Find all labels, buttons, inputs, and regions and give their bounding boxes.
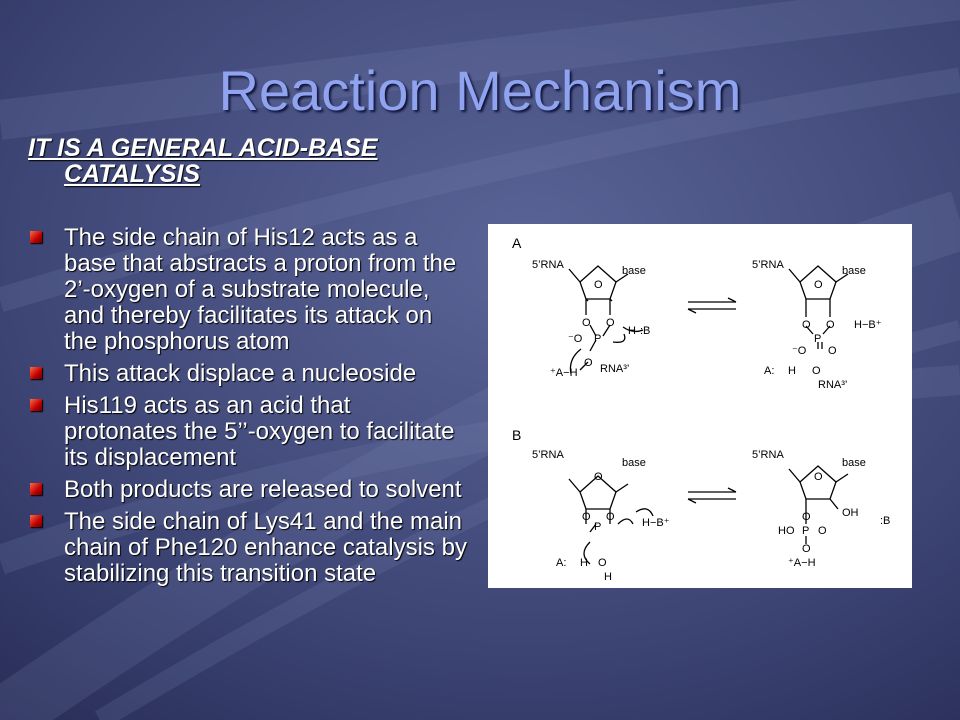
- o3-label: O: [582, 317, 591, 329]
- oxygen-label: O: [828, 345, 837, 357]
- minus-o-label: ⁻O: [568, 333, 583, 345]
- ring-oxygen-label: O: [594, 279, 603, 291]
- bullet-item: [28, 361, 468, 387]
- slide-title: Reaction Mechanism: [218, 59, 742, 122]
- o5-label: O: [584, 357, 593, 369]
- ring-oxygen-label: O: [814, 471, 823, 483]
- bullet-square-icon: [30, 231, 42, 243]
- phosphorus-label: P: [802, 525, 810, 537]
- o3-label: O: [802, 511, 811, 523]
- bullet-square-icon: [30, 515, 42, 527]
- phosphorus-label: P: [814, 333, 822, 345]
- base-label: base: [842, 457, 866, 469]
- water-hydrogen-label: H: [604, 571, 612, 583]
- hydrogen-label: H: [788, 365, 796, 377]
- bullet-text: Both products are released to solvent: [64, 476, 462, 503]
- protonated-base-label: H−B⁺: [854, 319, 882, 331]
- o5-label: O: [812, 365, 821, 377]
- bullet-square-icon: [30, 483, 42, 495]
- rna3-label: RNA³’: [818, 379, 848, 391]
- slide-subtitle: [28, 135, 428, 187]
- ring-oxygen-label: O: [594, 471, 603, 483]
- rna5-label: 5’RNA: [752, 259, 784, 271]
- base-label: base: [622, 265, 646, 277]
- acid-a-label: A:: [556, 557, 567, 569]
- base-b-label: :B: [880, 515, 891, 527]
- hydrogen-label: H: [628, 325, 636, 337]
- base-label: base: [842, 265, 866, 277]
- phosphoryl-oxygen-label: O: [818, 525, 827, 537]
- ring-oxygen-label: O: [814, 279, 823, 291]
- panel-b-label: B: [512, 427, 522, 443]
- o2-label: O: [826, 319, 835, 331]
- bullet-text: His119 acts as an acid that protonates the 5’’-oxygen to facilitate its displacement: [64, 392, 455, 471]
- hydroxy-p-label: HO: [778, 525, 795, 537]
- phosphorus-label: P: [594, 333, 602, 345]
- o2-label: O: [606, 317, 615, 329]
- base-label: base: [622, 457, 646, 469]
- bullet-item: [28, 477, 468, 503]
- bullet-item: [28, 393, 468, 471]
- acid-a-label: A:: [764, 365, 775, 377]
- minus-o-label: ⁻O: [792, 345, 807, 357]
- hydroxyl-label: OH: [842, 507, 859, 519]
- rna5-label: 5’RNA: [532, 449, 564, 461]
- oxygen-label: O: [802, 543, 811, 555]
- o3-label: O: [582, 511, 591, 523]
- o2-label: O: [606, 511, 615, 523]
- protonated-base-label: H−B⁺: [642, 517, 670, 529]
- rna5-label: 5’RNA: [752, 449, 784, 461]
- bullet-square-icon: [30, 367, 42, 379]
- phosphorus-label: P: [594, 521, 602, 533]
- subtitle-line-1: IT IS A GENERAL ACID-BASE: [28, 134, 378, 162]
- o3-label: O: [802, 319, 811, 331]
- water-label: H: [580, 557, 588, 569]
- subtitle-line-2: CATALYSIS: [64, 160, 201, 188]
- acid-ah-label: ⁺A−H: [550, 367, 578, 379]
- panel-a-label: A: [512, 235, 522, 251]
- bullet-text: The side chain of Lys41 and the main chain of Phe120 enhance catalysis by stabilizing this transition state: [64, 508, 467, 587]
- bullet-item: [28, 509, 468, 587]
- water-oxygen-label: O: [598, 557, 607, 569]
- acid-ah-label: ⁺A−H: [788, 557, 816, 569]
- base-b-label: :B: [640, 325, 651, 337]
- bullet-square-icon: [30, 399, 42, 411]
- bullet-text: The side chain of His12 acts as a base that abstracts a proton from the 2’-oxygen of a substrate molecule, and thereby facilitates its attack on the phosphorus atom: [64, 224, 457, 355]
- bullet-list: [28, 225, 468, 593]
- reaction-mechanism-figure: [488, 224, 912, 588]
- bullet-text: This attack displace a nucleoside: [64, 360, 417, 387]
- rna3-label: RNA³’: [600, 363, 630, 375]
- bullet-item: [28, 225, 468, 355]
- rna5-label: 5’RNA: [532, 259, 564, 271]
